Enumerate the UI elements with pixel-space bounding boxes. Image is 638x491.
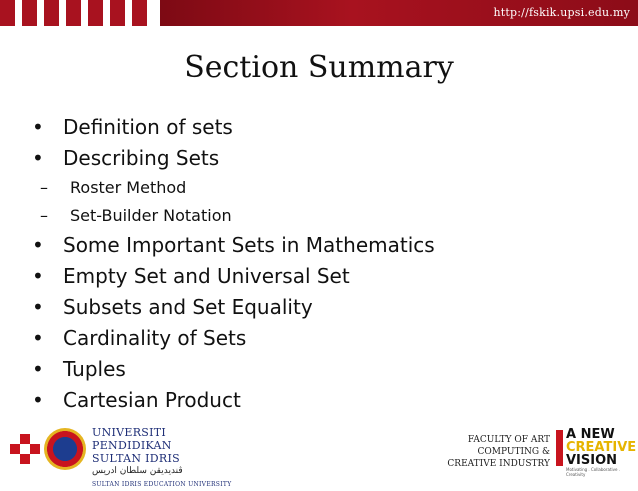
faculty-line: CREATIVE INDUSTRY <box>447 459 550 469</box>
faculty-name <box>447 434 550 470</box>
bullet-item-label: Describing Sets <box>63 146 220 170</box>
footer <box>0 424 638 488</box>
sub-bullet-item: – Roster Method <box>40 174 435 202</box>
university-logo-text <box>92 426 231 491</box>
decor-square <box>22 0 37 26</box>
top-left-decoration <box>0 0 150 26</box>
brand-bar <box>556 430 563 466</box>
bullet-item: • Cartesian Product <box>30 385 435 416</box>
sub-bullet-list <box>30 174 435 230</box>
faculty-line: FACULTY OF ART <box>467 435 550 445</box>
bullet-item: • Subsets and Set Equality <box>30 292 435 323</box>
bullet-item: • Empty Set and Universal Set <box>30 261 435 292</box>
decor-square <box>132 0 147 26</box>
header-url[interactable]: http://fskik.upsi.edu.my <box>493 6 630 19</box>
decor-square <box>110 0 125 26</box>
brand-tagline: Motivating . Collaborative . Creativity <box>566 467 621 477</box>
bullet-item: • Definition of sets <box>30 112 435 143</box>
faculty-line: COMPUTING & <box>477 447 550 457</box>
brand-line: CREATIVE <box>566 440 637 455</box>
university-seal-icon <box>44 428 86 470</box>
bullet-list <box>30 112 435 416</box>
decor-square <box>44 0 59 26</box>
decor-square <box>88 0 103 26</box>
decor-square <box>0 0 15 26</box>
bullet-item: • Tuples <box>30 354 435 385</box>
bullet-item: • Some Important Sets in Mathematics <box>30 230 435 261</box>
bullet-item <box>30 143 435 174</box>
brand-line: A NEW <box>566 427 615 442</box>
university-subline: SULTAN IDRIS EDUCATION UNIVERSITY <box>92 481 232 488</box>
cross-logo-icon <box>10 434 40 464</box>
brand-logo <box>566 428 638 477</box>
header-bar <box>160 0 638 26</box>
bullet-item: • Cardinality of Sets <box>30 323 435 354</box>
university-line: PENDIDIKAN <box>92 439 172 452</box>
sub-bullet-item: – Set-Builder Notation <box>40 202 435 230</box>
brand-line: VISION <box>566 453 618 468</box>
slide-title: Section Summary <box>184 50 454 85</box>
university-line: SULTAN IDRIS <box>92 452 180 465</box>
sub-list-container <box>30 174 435 230</box>
university-line: UNIVERSITI <box>92 426 167 439</box>
university-script: ڤندیدیقن سلطان ادريس <box>92 466 183 476</box>
decor-square <box>66 0 81 26</box>
